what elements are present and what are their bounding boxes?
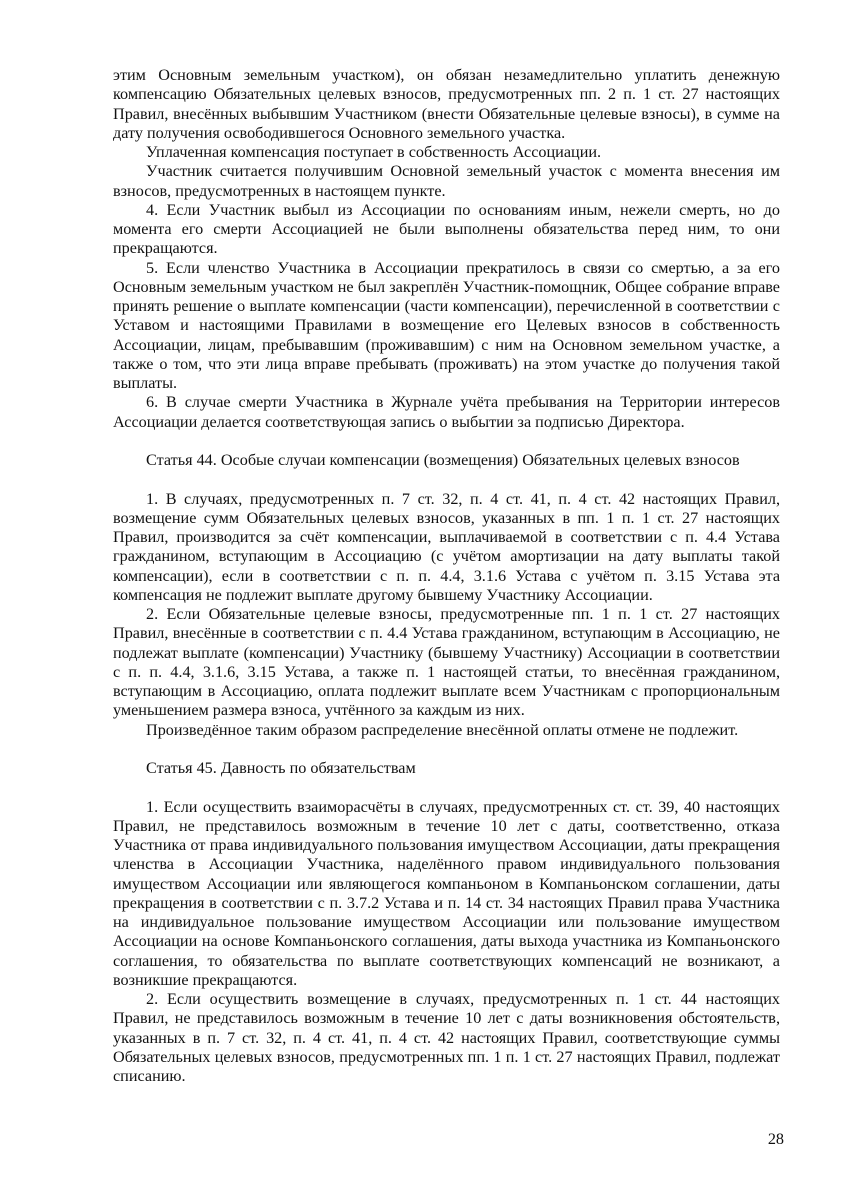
article-44-item-2: 2. Если Обязательные целевые взносы, предусмотренные пп. 1 п. 1 ст. 27 настоящих Правил, внесённые в соответствии с п. 4.4 Устава гражданином, вступающим в Ассоциацию, не подлежат выплате (компенсации) Участнику (бывшему Участнику) Ассоциации в соответствии с п. п. 4.4, 3.1.6, 3.15 Устава, а также п. 1 настоящей статьи, то внесённая гражданином, вступающим в Ассоциацию, оплата подлежит выплате всем Участникам с пропорциональным уменьшением размера взноса, учтённого за каждым из них. xyxy=(113,605,780,720)
paragraph-item-4: 4. Если Участник выбыл из Ассоциации по основаниям иным, нежели смерть, но до момента его смерти Ассоциацией не были выполнены обязательства перед ним, то они прекращаются. xyxy=(113,200,780,258)
paragraph-continuation: этим Основным земельным участком), он обязан незамедлительно уплатить денежную компенсацию Обязательных целевых взносов, предусмотренных пп. 2 п. 1 ст. 27 настоящих Правил, внесённых выбывшим Участником (внести Обязательные целевые взносы), в сумме на дату получения освободившегося Основного земельного участка. xyxy=(113,66,780,142)
page-number: 28 xyxy=(767,1130,784,1148)
article-44-distribution-note: Произведённое таким образом распределение внесённой оплаты отмене не подлежит. xyxy=(146,720,739,739)
spacer xyxy=(113,432,780,451)
paragraph-participant-received: Участник считается получившим Основной земельный участок с момента внесения им взносов, предусмотренных в настоящем пункте. xyxy=(113,162,780,200)
paragraph-item-6: 6. В случае смерти Участника в Журнале учёта пребывания на Территории интересов Ассоциации делается соответствующая запись о выбытии за подписью Директора. xyxy=(113,393,780,431)
spacer xyxy=(113,740,780,759)
article-45-item-1: 1. Если осуществить взаиморасчёты в случаях, предусмотренных ст. ст. 39, 40 настоящих Правил, не представилось возможным в течение 10 лет с даты, соответственно, отказа Участника от права индивидуального пользования имуществом Ассоциации, даты прекращения членства в Ассоциации Участника, наделённого правом индивидуального пользования имуществом Ассоциации или являющегося компаньоном в Компаньонском соглашении, даты прекращения в соответствии с п. 3.7.2 Устава и п. 14 ст. 34 настоящих Правил права Участника на индивидуальное пользование имуществом Ассоциации или пользование имуществом Ассоциации на основе Компаньонского соглашения, даты выхода участника из Компаньонского соглашения, то обязательства по выплате соответствующих компенсаций не возникают, а возникшие прекращаются. xyxy=(113,797,780,989)
article-45-heading: Статья 45. Давность по обязательствам xyxy=(146,759,416,777)
spacer xyxy=(113,778,780,797)
article-44-item-1: 1. В случаях, предусмотренных п. 7 ст. 32, п. 4 ст. 41, п. 4 ст. 42 настоящих Правил, возмещение сумм Обязательных целевых взносов, указанных в пп. 1 п. 1 ст. 27 настоящих Правил, производится за счёт компенсации, выплачиваемой в соответствии с п. 4.4 Устава гражданином, вступающим в Ассоциацию (с учётом амортизации на дату выплаты такой компенсации), если в соответствии с п. п. 4.4, 3.1.6 Устава с учётом п. 3.15 Устава эта компенсация не подлежит выплате другому бывшему Участнику Ассоциации. xyxy=(113,489,780,604)
article-44-heading: Статья 44. Особые случаи компенсации (возмещения) Обязательных целевых взносов xyxy=(146,451,740,469)
document-page xyxy=(113,66,780,1086)
paragraph-compensation-ownership: Уплаченная компенсация поступает в собственность Ассоциации. xyxy=(146,143,602,161)
spacer xyxy=(113,470,780,489)
article-45-item-2: 2. Если осуществить возмещение в случаях, предусмотренных п. 1 ст. 44 настоящих Правил, не представилось возможным в течение 10 лет с даты возникновения обстоятельств, указанных в п. 7 ст. 32, п. 4 ст. 41, п. 4 ст. 42 настоящих Правил, соответствующие суммы Обязательных целевых взносов, предусмотренных пп. 1 п. 1 ст. 27 настоящих Правил, подлежат списанию. xyxy=(113,990,780,1085)
paragraph-item-5: 5. Если членство Участника в Ассоциации прекратилось в связи со смертью, а за его Основным земельным участком не был закреплён Участник-помощник, Общее собрание вправе принять решение о выплате компенсации (части компенсации), перечисленной в соответствии с Уставом и настоящими Правилами в возмещение его Целевых взносов в собственность Ассоциации, лицам, пребывавшим (проживавшим) с ним на Основном земельном участке, а также о том, что эти лица вправе пребывать (проживать) на этом участке до получения такой выплаты. xyxy=(113,258,780,392)
